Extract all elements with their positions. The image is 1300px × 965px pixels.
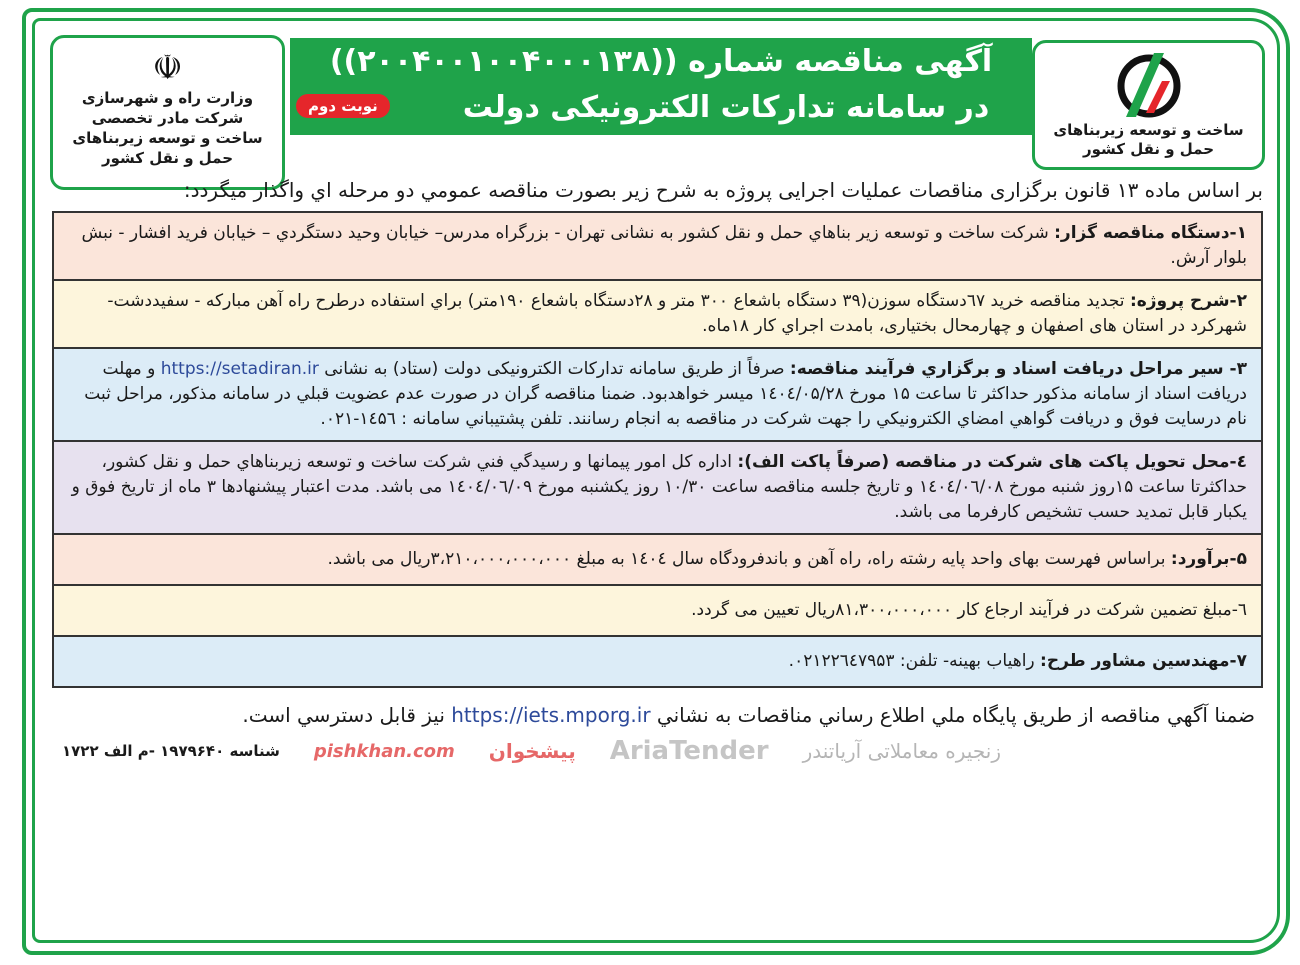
section-body: براساس فهرست بهای واحد پایه رشته راه، راه آهن و باندفرودگاه سال ۱٤۰٤ به مبلغ ۳،۲۱۰،۰۰۰،۰۰۰،۰۰۰ریال می باشد. [327,549,1171,569]
iets-link[interactable]: https://iets.mporg.ir [451,703,651,727]
footer-note [52,700,1263,730]
section-project-description [54,281,1261,349]
section-body: تجدید مناقصه خرید ٦٧دستگاه سوزن(۳۹ دستگاه باشعاع ۳۰۰ متر و ۲۸دستگاه باشعاع ۱۹۰متر) براي استفاده درطرح راه آهن مبارکه - سفیددشت-شهرکرد در استان های اصفهان و چهارمحال بختیاری، بامدت اجراي کار ۱۸ماه. [107,291,1247,336]
watermark-ariatender-fa: زنجیره معاملاتی آریاتندر [802,739,1001,763]
ministry-line: ساخت و توسعه زیربناهای [72,129,263,147]
section-tender-organizer [54,213,1261,281]
watermark-pishkhan-fa: پیشخوان [488,739,576,763]
title-banner [290,38,1032,135]
section-estimate [54,535,1261,586]
company-line: حمل و نقل کشور [1082,140,1215,158]
section-label: ۱-دستگاه مناقصه گزار: [1054,223,1247,243]
section-body: اداره کل امور پیمانها و رسیدگي فني شرکت ساخت و توسعه زیربناهاي حمل و نقل کشور، حداکثرتا ساعت ۱۵روز شنبه مورخ ۱٤۰٤/۰٦/۰۸ و تاریخ جلسه مناقصه ساعت ۱۰/۳۰ روز یکشنبه مورخ ۱٤۰٤/۰٦/۰۹ می باشد. مدت اعتبار پیشنهادها ۳ ماه از تاریخ فوق و یکبار قابل تمدید حسب تشخیص کارفرما می باشد. [71,452,1247,522]
watermark-ariatender: AriaTender [609,736,769,766]
main-content [52,176,1263,766]
section-label: ٤-محل تحویل پاکت های شرکت در مناقصه (صرفاً پاکت الف): [737,452,1247,472]
company-logo-icon [1114,51,1184,121]
section-label: ۵-برآورد: [1170,549,1247,569]
watermark-pishkhan-en: pishkhan.com [313,740,455,762]
ad-code: شناسه ۱۹۷۹۶۴۰ -م الف ۱۷۲۲ [62,742,280,760]
section-guarantee [54,586,1261,637]
section-label: ۳- سیر مراحل دریافت اسناد و برگزاري فرآیند مناقصه: [789,359,1247,379]
section-body: راهیاب بهینه- تلفن: ۰۲۱۲۲٦٤۷۹۵۳. [788,651,1041,671]
bottom-row [52,736,1263,766]
setad-link[interactable]: https://setadiran.ir [160,359,319,379]
section-body: صرفاً از طریق سامانه تدارکات الکترونیکی دولت (ستاد) به نشانی [318,359,790,379]
section-body: ٦-مبلغ تضمین شرکت در فرآیند ارجاع کار ۸۱،۳۰۰،۰۰۰،۰۰۰ریال تعیین می گردد. [691,600,1247,620]
footer-text: نیز قابل دسترسي است. [242,703,452,727]
intro-text: بر اساس ماده ۱۳ قانون برگزاری مناقصات عملیات اجرایی پروژه به شرح زیر بصورت مناقصه عمومي دو مرحله اي واگذار میگردد: [183,178,1263,202]
section-document-process [54,349,1261,442]
footer-text: ضمنا آگهي مناقصه از طریق پایگاه ملي اطلاع رساني مناقصات به نشاني [650,703,1255,727]
company-box [1032,40,1265,170]
ministry-line: حمل و نقل کشور [101,149,234,167]
iran-emblem-icon: ☫ [152,48,183,88]
round-badge: نوبت دوم [296,94,390,118]
ministry-line: شرکت مادر تخصصی [91,109,244,127]
section-label: ۷-مهندسین مشاور طرح: [1040,651,1247,671]
title-line-2: در سامانه تدارکات الکترونیکی دولت [462,90,990,125]
section-envelope-delivery [54,442,1261,535]
sections-table [52,211,1263,688]
company-line: ساخت و توسعه زیربناهای [1053,121,1244,139]
section-body: و مهلت دریافت اسناد از سامانه مذکور حداکثر تا ساعت ۱۵ مورخ ۱٤۰٤/۰۵/۲۸ میسر خواهدبود. ضمنا مناقصه گران در صورت عدم عضویت قبلي در سامانه مذکور، مراحل ثبت نام درسایت فوق و دریافت گواهي امضاي الکترونیکي را جهت شرکت در مناقصه به انجام رسانند. تلفن پشتیباني سامانه : ۱٤۵٦-۰۲۱. [84,359,1247,429]
section-body: شرکت ساخت و توسعه زیر بناهاي حمل و نقل کشور به نشانی تهران - بزرگراه مدرس– خیابان وحید دستگردي – خیابان فرید افشار - نبش بلوار آرش. [81,223,1247,268]
section-consultant [54,637,1261,686]
ministry-box [50,35,285,190]
section-label: ۲-شرح پروژه: [1129,291,1247,311]
ministry-line: وزارت راه و شهرسازی [81,89,254,107]
title-line-1: آگهی مناقصه شماره ((۲۰۰۴۰۰۱۰۰۴۰۰۰۱۳۸)) [329,44,993,79]
